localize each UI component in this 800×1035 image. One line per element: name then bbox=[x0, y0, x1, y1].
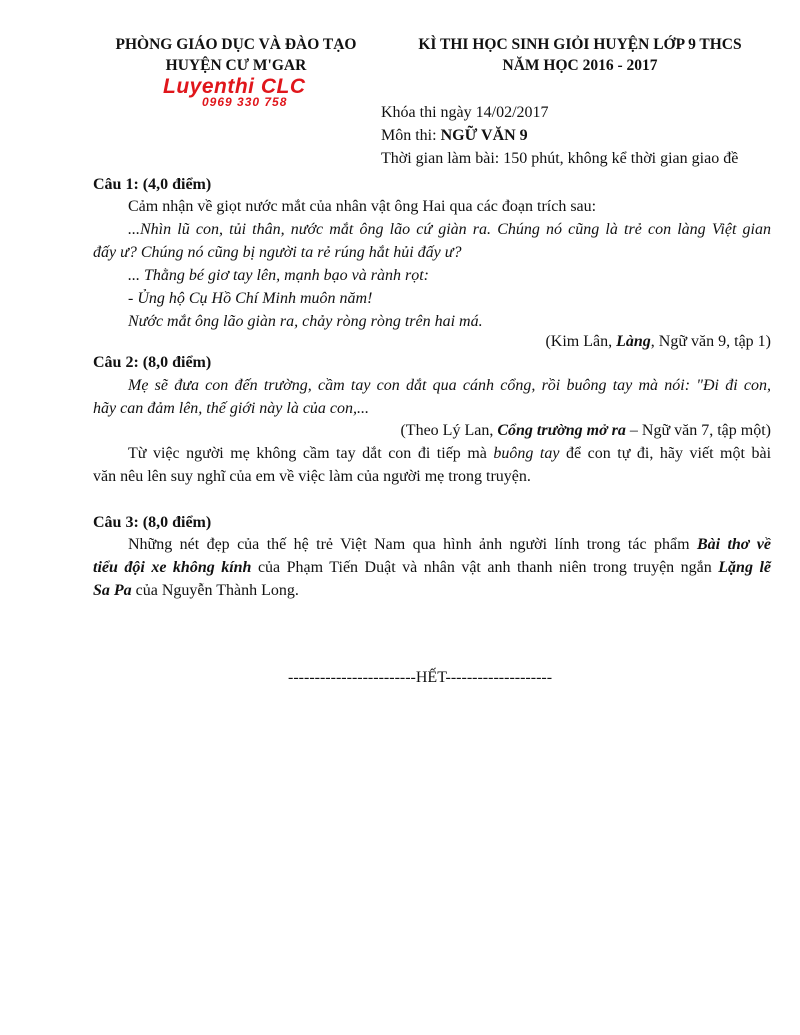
q2-quote-line: Mẹ sẽ đưa con đến trường, cầm tay con dắt qua cánh cổng, rồi buông tay mà nói: "Đi đi con, bbox=[128, 377, 771, 394]
q3-line1-pre: Những nét đẹp của thế hệ trẻ Việt Nam qua hình ảnh người lính trong tác phẩm bbox=[128, 536, 697, 553]
exam-date: Khóa thi ngày 14/02/2017 bbox=[381, 104, 549, 121]
q1-quote-line: Nước mắt ông lão giàn ra, chảy ròng ròng trên hai má. bbox=[128, 313, 483, 330]
q3-work-title: tiểu đội xe không kính bbox=[93, 559, 252, 576]
q1-source-title: Làng bbox=[616, 333, 651, 350]
school-year: NĂM HỌC 2016 - 2017 bbox=[502, 57, 658, 74]
q2-source-pre: (Theo Lý Lan, bbox=[400, 422, 498, 439]
q3-title: Câu 3: (8,0 điểm) bbox=[93, 514, 212, 531]
subject-value: NGỮ VĂN 9 bbox=[440, 127, 528, 144]
q1-quote-line: ... Thằng bé giơ tay lên, mạnh bạo và rành rọt: bbox=[128, 267, 429, 284]
exam-title: KÌ THI HỌC SINH GIỎI HUYỆN LỚP 9 THCS bbox=[418, 36, 742, 53]
end-mark: ------------------------HẾT-------------------- bbox=[288, 669, 553, 686]
q3-story-title: Lặng lẽ bbox=[718, 559, 771, 576]
logo-phone-text: 0969 330 758 bbox=[202, 95, 288, 109]
brand-logo bbox=[160, 77, 310, 111]
q2-source bbox=[400, 419, 771, 442]
q3-line bbox=[93, 556, 771, 579]
q2-task-emphasis: buông tay bbox=[493, 445, 560, 462]
q2-source-title: Cổng trường mở ra bbox=[497, 422, 626, 439]
q3-work-title: Bài thơ về bbox=[696, 536, 771, 553]
dept-name: PHÒNG GIÁO DỤC VÀ ĐÀO TẠO bbox=[115, 36, 357, 53]
q3-line bbox=[93, 579, 299, 602]
district-name: HUYỆN CƯ M'GAR bbox=[165, 57, 307, 74]
q3-line bbox=[128, 533, 771, 556]
q1-quote-line: đấy ư? Chúng nó cũng bị người ta rẻ rúng hắt hủi đấy ư? bbox=[93, 244, 462, 261]
q2-task-line bbox=[128, 442, 771, 465]
subject-label: Môn thi: bbox=[381, 127, 441, 144]
q1-prompt: Cảm nhận về giọt nước mắt của nhân vật ông Hai qua các đoạn trích sau: bbox=[128, 198, 597, 215]
exam-subject bbox=[381, 124, 528, 147]
q1-source bbox=[545, 330, 771, 353]
q1-source-pre: (Kim Lân, bbox=[545, 333, 617, 350]
q2-task-post: để con tự đi, hãy viết một bài bbox=[559, 445, 772, 462]
q2-quote-line: hãy can đảm lên, thế giới này là của con,... bbox=[93, 400, 370, 417]
q2-title: Câu 2: (8,0 điểm) bbox=[93, 354, 212, 371]
q2-task-line: văn nêu lên suy nghĩ của em về việc làm của người mẹ trong truyện. bbox=[93, 468, 531, 485]
q3-line3-post: của Nguyễn Thành Long. bbox=[131, 582, 299, 599]
q3-story-title: Sa Pa bbox=[93, 582, 132, 599]
q3-line2-post: của Phạm Tiến Duật và nhân vật anh thanh niên trong truyện ngắn bbox=[251, 559, 719, 576]
q2-task-pre: Từ việc người mẹ không cầm tay dắt con đi tiếp mà bbox=[128, 445, 494, 462]
q1-source-post: , Ngữ văn 9, tập 1) bbox=[650, 333, 771, 350]
exam-duration: Thời gian làm bài: 150 phút, không kể thời gian giao đề bbox=[381, 150, 739, 167]
q1-title: Câu 1: (4,0 điểm) bbox=[93, 176, 212, 193]
q2-source-post: – Ngữ văn 7, tập một) bbox=[625, 422, 771, 439]
logo-brand-text: Luyenthi CLC bbox=[163, 75, 306, 98]
q1-quote-line: ...Nhìn lũ con, tủi thân, nước mắt ông lão cứ giàn ra. Chúng nó cũng là trẻ con làng Việt gian bbox=[128, 221, 771, 238]
q1-quote-line: - Ủng hộ Cụ Hồ Chí Minh muôn năm! bbox=[128, 290, 373, 307]
